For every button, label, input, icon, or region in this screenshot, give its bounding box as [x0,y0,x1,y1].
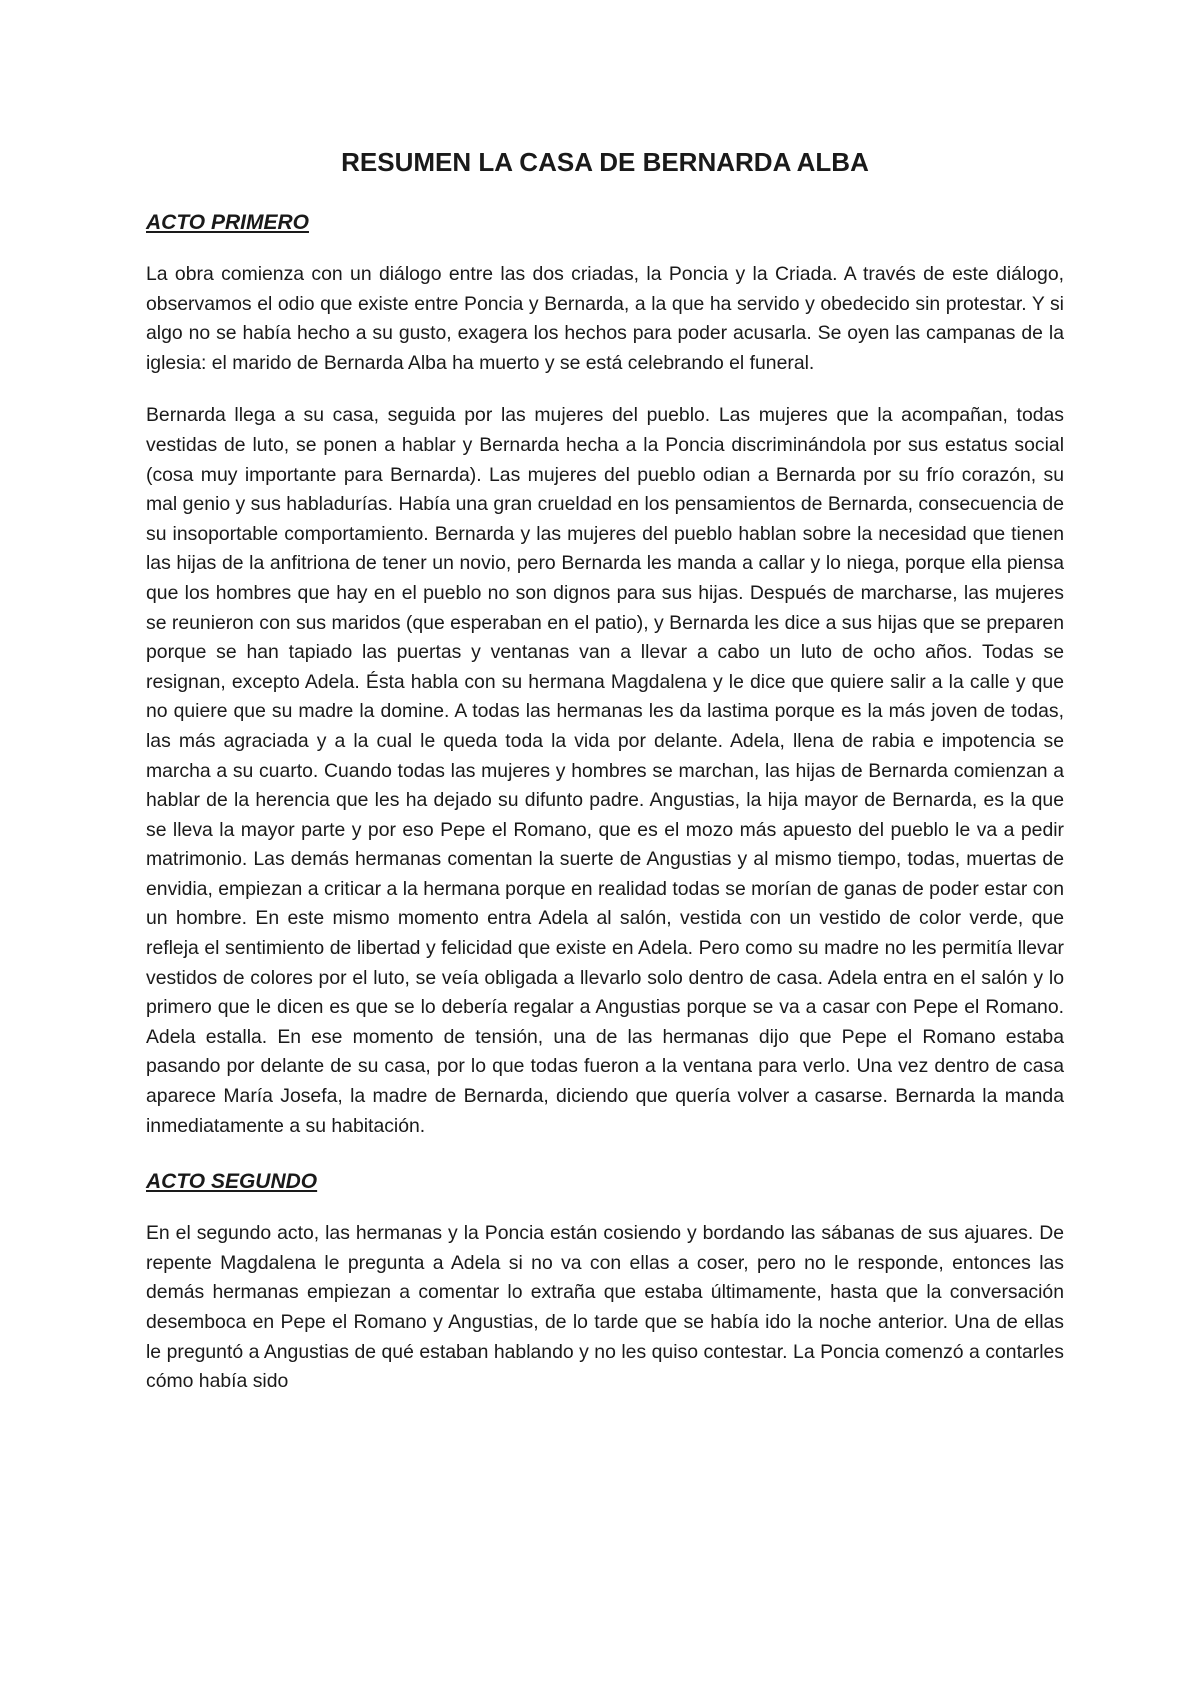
paragraph: Bernarda llega a su casa, seguida por las mujeres del pueblo. Las mujeres que la acompañan, todas vestidas de luto, se ponen a hablar y Bernarda hecha a la Poncia discriminándola por sus estatus social (cosa muy importante para Bernarda). Las mujeres del pueblo odian a Bernarda por su frío corazón, su mal genio y sus habladurías. Había una gran crueldad en los pensamientos de Bernarda, consecuencia de su insoportable comportamiento. Bernarda y las mujeres del pueblo hablan sobre la necesidad que tienen las hijas de la anfitriona de tener un novio, pero Bernarda les manda a callar y lo niega, porque ella piensa que los hombres que hay en el pueblo no son dignos para sus hijas. Después de marcharse, las mujeres se reunieron con sus maridos (que esperaban en el patio), y Bernarda les dice a sus hijas que se preparen porque se han tapiado las puertas y ventanas van a llevar a cabo un luto de ocho años. Todas se resignan, excepto Adela. Ésta habla con su hermana Magdalena y le dice que quiere salir a la calle y que no quiere que su madre la domine. A todas las hermanas les da lastima porque es la más joven de todas, las más agraciada y a la cual le queda toda la vida por delante. Adela, llena de rabia e impotencia se marcha a su cuarto. Cuando todas las mujeres y hombres se marchan, las hijas de Bernarda comienzan a hablar de la herencia que les ha dejado su difunto padre. Angustias, la hija mayor de Bernarda, es la que se lleva la mayor parte y por eso Pepe el Romano, que es el mozo más apuesto del pueblo le va a pedir matrimonio. Las demás hermanas comentan la suerte de Angustias y al mismo tiempo, todas, muertas de envidia, empiezan a criticar a la hermana porque en realidad todas se morían de ganas de poder estar con un hombre. En este mismo momento entra Adela al salón, vestida con un vestido de color verde, que refleja el sentimiento de libertad y felicidad que existe en Adela. Pero como su madre no les permitía llevar vestidos de colores por el luto, se veía obligada a llevarlo solo dentro de casa. Adela entra en el salón y lo primero que le dicen es que se lo debería regalar a Angustias porque se va a casar con Pepe el Romano. Adela estalla. En ese momento de tensión, una de las hermanas dijo que Pepe el Romano estaba pasando por delante de su casa, por lo que todas fueron a la ventana para verlo. Una vez dentro de casa aparece María Josefa, la madre de Bernarda, diciendo que quería volver a casarse. Bernarda la manda inmediatamente a su habitación. [146,404,1064,1137]
document-title: RESUMEN LA CASA DE BERNARDA ALBA [341,147,869,177]
section-heading-acto-primero: ACTO PRIMERO [146,211,309,234]
paragraph: La obra comienza con un diálogo entre las dos criadas, la Poncia y la Criada. A través de este diálogo, observamos el odio que existe entre Poncia y Bernarda, a la que ha servido y obedecido sin protestar. Y si algo no se había hecho a su gusto, exagera los hechos para poder acusarla. Se oyen las campanas de la iglesia: el marido de Bernarda Alba ha muerto y se está celebrando el funeral. [146,263,1064,374]
section-heading-acto-segundo: ACTO SEGUNDO [146,1170,318,1194]
document-body [146,144,1064,1397]
paragraph: En el segundo acto, las hermanas y la Poncia están cosiendo y bordando las sábanas de sus ajuares. De repente Magdalena le pregunta a Adela si no va con ellas a coser, pero no le responde, entonces las demás hermanas empiezan a comentar lo extraña que estaba últimamente, hasta que la conversación desemboca en Pepe el Romano y Angustias, de lo tarde que se había ido la noche anterior. Una de ellas le preguntó a Angustias de qué estaban hablando y no les quiso contestar. La Poncia comenzó a contarles cómo había sido [146,1222,1064,1393]
